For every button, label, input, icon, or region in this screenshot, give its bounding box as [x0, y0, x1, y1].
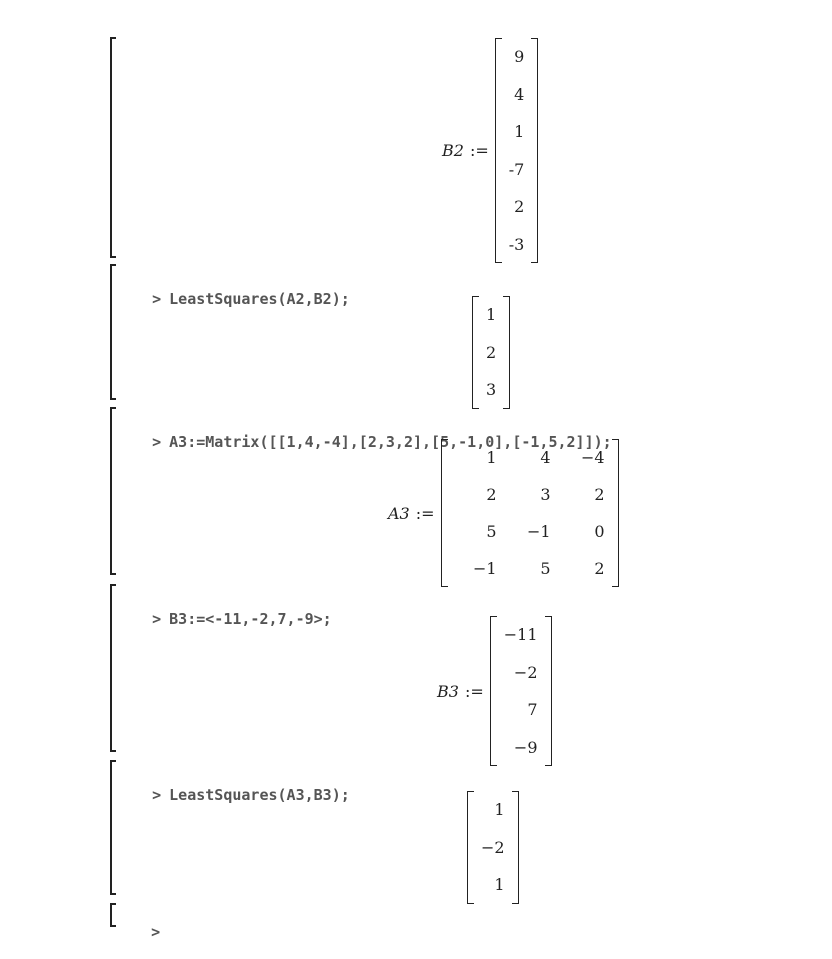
- execution-group-b3: [110, 584, 812, 757]
- matrix-cell: 1: [514, 122, 525, 141]
- matrix-cell: -7: [508, 159, 525, 179]
- column-vector-b2: [495, 38, 539, 263]
- matrix-cell: -3: [508, 234, 525, 254]
- command-input[interactable]: A3:=Matrix([[1,4,-4],[2,3,2],[5,-1,0],[-1,5,2]]);: [169, 433, 612, 451]
- column-vector-b3: [490, 616, 552, 766]
- matrix-cell: 3: [540, 485, 551, 504]
- matrix-cell: 7: [527, 700, 538, 719]
- assign-operator: :=: [464, 681, 484, 701]
- matrix-cell: −2: [513, 662, 538, 682]
- matrix-cell: −1: [526, 522, 551, 541]
- output-b2: [442, 38, 538, 263]
- command-input[interactable]: LeastSquares(A3,B3);: [169, 786, 350, 804]
- matrix-cell: 0: [594, 522, 605, 541]
- execution-group-empty: [110, 903, 812, 941]
- execution-group-ls-a3-b3: [110, 760, 812, 895]
- matrix-cell: −9: [513, 737, 538, 757]
- output-label: B2: [442, 141, 464, 160]
- matrix-a3: [441, 439, 619, 587]
- command-input[interactable]: LeastSquares(A2,B2);: [169, 290, 350, 308]
- output-b3: [437, 616, 552, 766]
- prompt-symbol: >: [151, 923, 161, 941]
- prompt-symbol: >: [152, 290, 162, 308]
- matrix-cell: −11: [503, 625, 538, 644]
- matrix-cell: 1: [494, 875, 505, 894]
- prompt-symbol: >: [152, 610, 162, 628]
- execution-group-ls-a2-b2: [110, 264, 812, 400]
- output-ls-a2-b2: [472, 296, 510, 409]
- command-input[interactable]: B3:=<-11,-2,7,-9>;: [169, 610, 332, 628]
- output-label: B3: [437, 681, 459, 701]
- matrix-cell: 2: [486, 342, 497, 362]
- matrix-cell: 1: [486, 305, 497, 324]
- matrix-cell: −1: [472, 559, 497, 578]
- assign-operator: :=: [469, 141, 489, 160]
- execution-group-b2: [110, 37, 812, 258]
- assign-operator: :=: [415, 503, 435, 523]
- matrix-cell: 2: [594, 559, 605, 578]
- matrix-cell: 4: [514, 84, 525, 104]
- output-a3: [388, 439, 619, 587]
- matrix-cell: −4: [580, 448, 605, 467]
- matrix-cell: 1: [486, 448, 497, 467]
- output-label: A3: [388, 503, 410, 523]
- matrix-cell: 1: [494, 800, 505, 819]
- result-vector: [467, 791, 519, 904]
- matrix-cell: −2: [481, 837, 505, 857]
- matrix-cell: 5: [486, 522, 497, 541]
- matrix-cell: 2: [486, 485, 497, 504]
- result-vector: [472, 296, 510, 409]
- matrix-cell: 5: [540, 559, 551, 578]
- execution-group-a3: [110, 407, 812, 578]
- matrix-cell: 2: [514, 197, 525, 216]
- matrix-cell: 2: [594, 485, 605, 504]
- matrix-cell: 3: [486, 380, 497, 399]
- command-line[interactable]: [116, 272, 350, 326]
- command-line[interactable]: [116, 768, 350, 822]
- matrix-cell: 9: [514, 47, 525, 66]
- command-line[interactable]: [115, 905, 168, 959]
- matrix-cell: 4: [540, 448, 551, 467]
- command-line[interactable]: [116, 592, 332, 646]
- prompt-symbol: >: [152, 786, 162, 804]
- prompt-symbol: >: [152, 433, 162, 451]
- output-ls-a3-b3: [467, 791, 519, 904]
